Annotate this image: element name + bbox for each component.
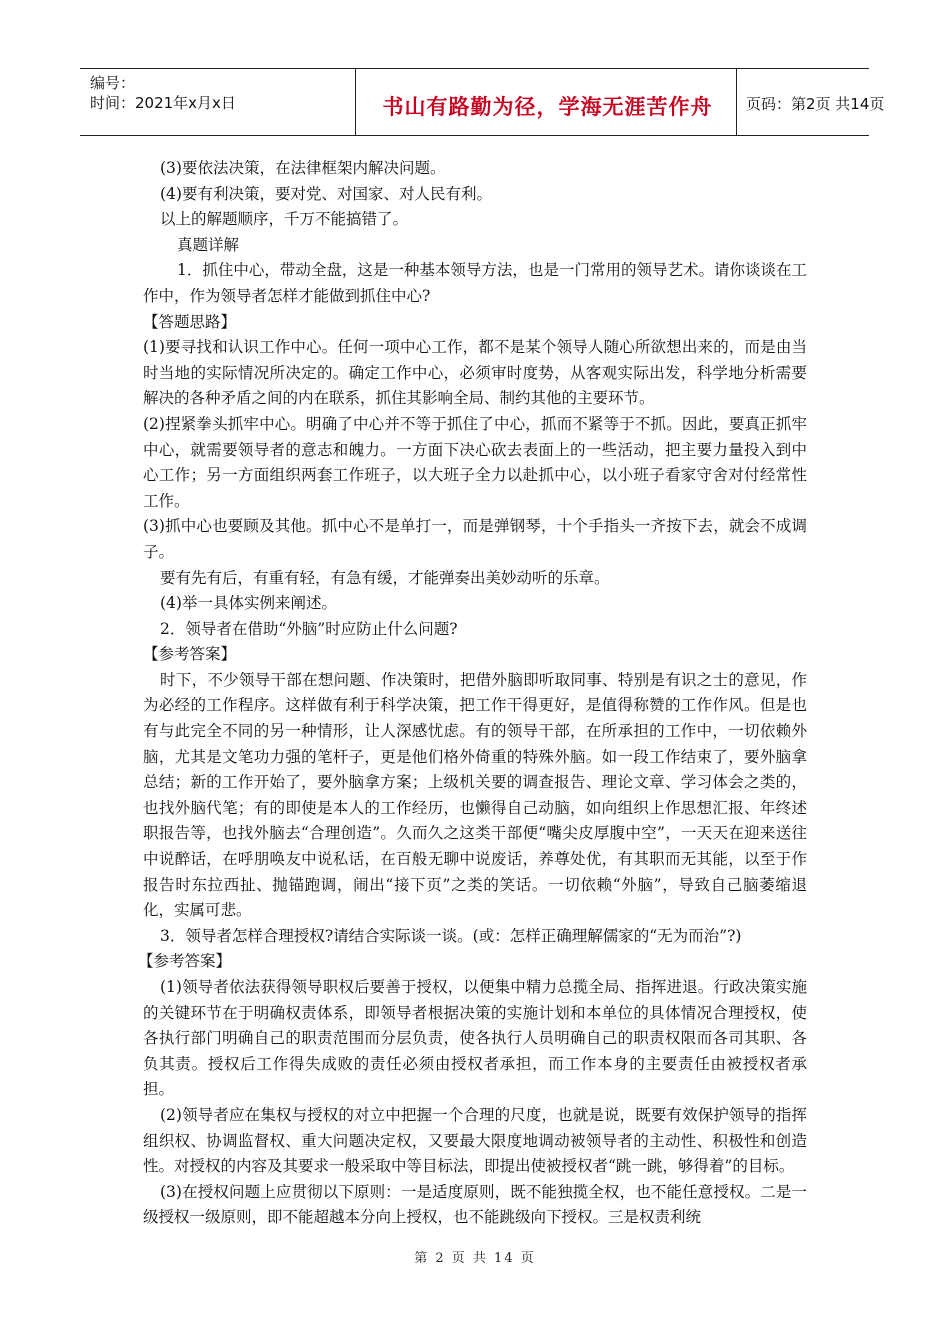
paragraph: 要有先有后，有重有轻，有急有缓，才能弹奏出美妙动听的乐章。 [160, 568, 610, 587]
question: 3．领导者怎样合理授权?请结合实际谈一谈。(或：怎样正确理解儒家的“无为而治”?) [160, 926, 742, 945]
paragraph: (3)要依法决策，在法律框架内解决问题。 [160, 159, 446, 177]
section-heading: 真题详解 [177, 235, 240, 254]
paragraph: (4)举一具体实例来阐述。 [160, 594, 337, 613]
header-page-info: 页码：第2页 共14页 [746, 95, 885, 113]
paragraph: 以上的解题顺序，千万不能搞错了。 [160, 210, 409, 229]
paragraph: (4)要有利决策，要对党、对国家、对人民有利。 [160, 184, 492, 203]
header-meta [90, 73, 236, 113]
paragraph: (2)领导者应在集权与授权的对立中把握一个合理的尺度，也就是说，既要有效保护领导的指挥组织权、协调监督权、重大问题决定权，又要最大限度地调动被领导者的主动性、积极性和创造性。对授权的内容及其要求一般采取中等目标法，即提出使被授权者“跳一跳，够得着”的目标。 [143, 1105, 807, 1176]
question: 2．领导者在借助“外脑”时应防止什么问题? [160, 619, 458, 638]
header-motto: 书山有路勤为径，学海无涯苦作舟 [382, 95, 713, 119]
paragraph: 时下，不少领导干部在想问题、作决策时，把借外脑即听取同事、特别是有识之士的意见，作为必经的工作程序。这样做有利于科学决策，把工作干得更好，是值得称赞的工作作风。但是也有与此完全不同的另一种情形，让人深感忧虑。有的领导干部，在所承担的工作中，一切依赖外脑，尤其是文笔功力强的笔杆子，更是他们格外倚重的特殊外脑。如一段工作结束了，要外脑拿总结；新的工作开始了，要外脑拿方案；上级机关要的调查报告、理论文章、学习体会之类的，也找外脑代笔；有的即使是本人的工作经历，也懒得自己动脑，如向组织上作思想汇报、年终述职报告等，也找外脑去“合理创造”。久而久之这类干部便“嘴尖皮厚腹中空”，一天天在迎来送往中说醉话，在呼朋唤友中说私话，在百般无聊中说废话，养尊处优，有其职而无其能，以至于作报告时东拉西扯、抛锚跑调，闹出“接下页”之类的笑话。一切依赖“外脑”，导致自己脑萎缩退化，实属可悲。 [143, 670, 807, 920]
page-header [80, 68, 885, 136]
answer-heading: 【参考答案】 [138, 952, 232, 971]
paragraph: (1)领导者依法获得领导职权后要善于授权，以便集中精力总揽全局、指挥进退。行政决策实施的关键环节在于明确权责体系，即领导者根据决策的实施计划和本单位的具体情况合理授权，使各执行部门明确自己的职责范围而分层负责，使各执行人员明确自己的职责权限而各司其职、各负其责。授权后工作得失成败的责任必须由授权者承担，而工作本身的主要责任由被授权者承担。 [143, 978, 807, 1099]
document-number-label: 编号： [90, 74, 136, 92]
answer-heading: 【参考答案】 [143, 645, 237, 664]
paragraph: (3)在授权问题上应贯彻以下原则：一是适度原则，既不能独揽全权，也不能任意授权。二是一级授权一级原则，即不能超越本分向上授权，也不能跳级向下授权。三是权责利统 [143, 1182, 807, 1227]
header-divider-left [355, 69, 356, 135]
header-divider-right [736, 69, 737, 135]
document-body [138, 156, 807, 1231]
page-footer: 第 2 页 共 14 页 [414, 1251, 536, 1266]
document-time-label: 时间：2021年x月x日 [90, 94, 236, 112]
question: 1．抓住中心，带动全盘，这是一种基本领导方法，也是一门常用的领导艺术。请你谈谈在工作中，作为领导者怎样才能做到抓住中心? [143, 261, 807, 305]
paragraph: (2)捏紧拳头抓牢中心。明确了中心并不等于抓住了中心，抓而不紧等于不抓。因此，要真正抓牢中心，就需要领导者的意志和魄力。一方面下决心砍去表面上的一些活动，把主要力量投入到中心工作；另一方面组织两套工作班子，以大班子全力以赴抓中心，以小班子看家守舍对付经常性工作。 [143, 414, 807, 510]
answer-heading: 【答题思路】 [143, 312, 237, 331]
paragraph: (1)要寻找和认识工作中心。任何一项中心工作，都不是某个领导人随心所欲想出来的，而是由当时当地的实际情况所决定的。确定工作中心，必须审时度势，从客观实际出发，科学地分析需要解决的各种矛盾之间的内在联系，抓住其影响全局、制约其他的主要环节。 [143, 338, 807, 408]
paragraph: (3)抓中心也要顾及其他。抓中心不是单打一，而是弹钢琴，十个手指头一齐按下去，就会不成调子。 [143, 517, 807, 561]
